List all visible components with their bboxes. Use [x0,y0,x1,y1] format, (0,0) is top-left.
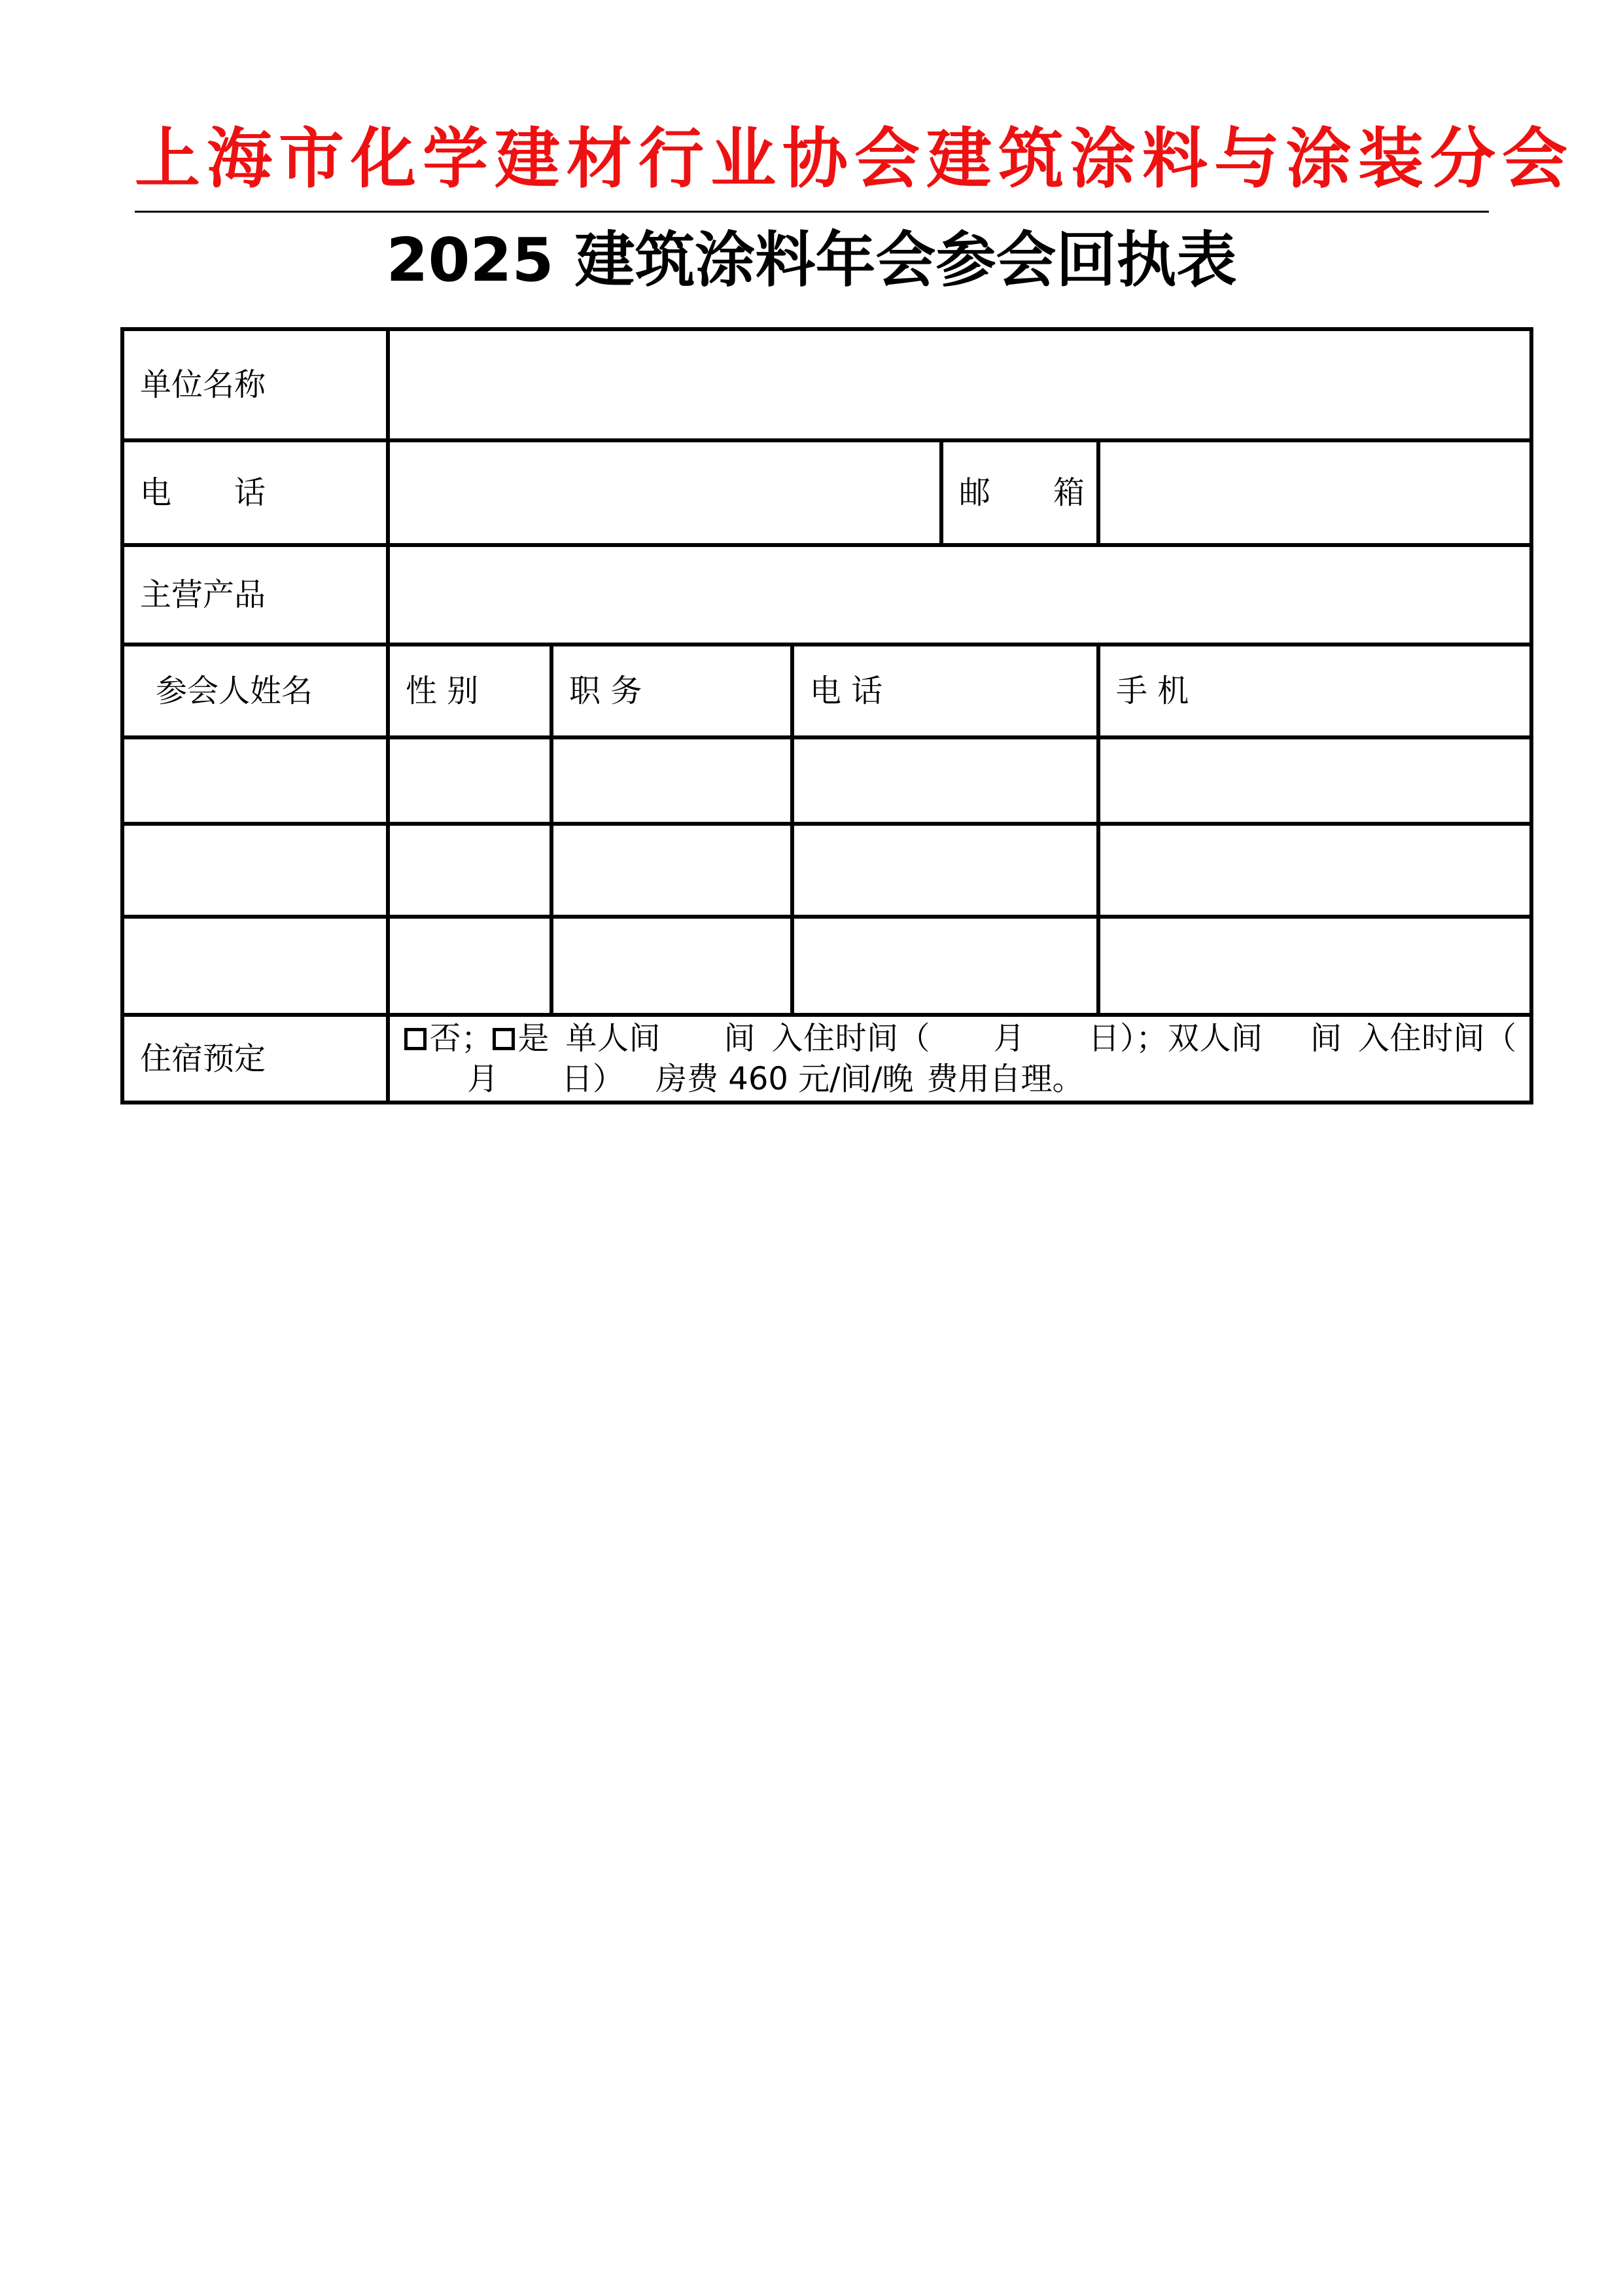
attendee-gender-cell[interactable] [388,737,551,824]
checkin-time-label-2: 入住时间（ [1357,1020,1516,1057]
email-field[interactable] [1098,440,1531,545]
attendee-name-cell[interactable] [122,824,388,917]
email-label: 邮 箱 [941,440,1098,545]
phone-label: 电 话 [122,440,388,545]
attendee-mobile-cell[interactable] [1098,737,1531,824]
attendee-mobile-cell[interactable] [1098,824,1531,917]
lodging-label: 住宿预定 [122,1015,388,1103]
registration-form [120,327,1533,1104]
room-rate: 房费 460 元/间/晚 [655,1061,914,1097]
company-name-label: 单位名称 [122,329,388,440]
organization-name: 上海市化学建材行业协会建筑涂料与涂装分会 [135,120,1574,197]
gender-header: 性 别 [388,645,551,737]
month-label: 月 [992,1020,1025,1057]
attendee-position-cell[interactable] [551,917,792,1015]
attendee-phone-header: 电 话 [792,645,1098,737]
attendee-row [122,737,1531,824]
double-room-label: 双人间 [1167,1020,1263,1057]
day-label-2: 日） [561,1061,625,1097]
form-title: 2025 建筑涂料年会参会回执表 [386,225,1237,295]
attendee-row [122,917,1531,1015]
checkin-time-label: 入住时间（ [771,1020,930,1057]
day-label: 日）； [1087,1020,1168,1057]
self-pay-note: 费用自理。 [926,1061,1084,1097]
main-products-field[interactable] [388,545,1531,645]
room-unit-label-2: 间 [1310,1020,1342,1057]
lodging-details [388,1015,1531,1103]
position-header: 职 务 [551,645,792,737]
room-unit-label: 间 [724,1020,756,1057]
option-yes-label: 是 [517,1020,550,1057]
main-products-label: 主营产品 [122,545,388,645]
attendee-phone-cell[interactable] [792,737,1098,824]
attendee-phone-cell[interactable] [792,917,1098,1015]
single-room-label: 单人间 [565,1020,661,1057]
attendee-gender-cell[interactable] [388,917,551,1015]
month-label-2: 月 [467,1061,499,1097]
header-divider [135,211,1489,213]
company-name-field[interactable] [388,329,1531,440]
phone-field[interactable] [388,440,941,545]
attendee-gender-cell[interactable] [388,824,551,917]
attendee-name-header: 参会人姓名 [122,645,388,737]
yes-checkbox[interactable] [493,1028,515,1050]
attendee-row [122,824,1531,917]
attendee-phone-cell[interactable] [792,824,1098,917]
attendee-position-cell[interactable] [551,737,792,824]
option-no-label: 否； [429,1020,493,1057]
mobile-header: 手 机 [1098,645,1531,737]
attendee-name-cell[interactable] [122,737,388,824]
attendee-name-cell[interactable] [122,917,388,1015]
attendee-mobile-cell[interactable] [1098,917,1531,1015]
attendee-position-cell[interactable] [551,824,792,917]
no-checkbox[interactable] [404,1028,427,1050]
